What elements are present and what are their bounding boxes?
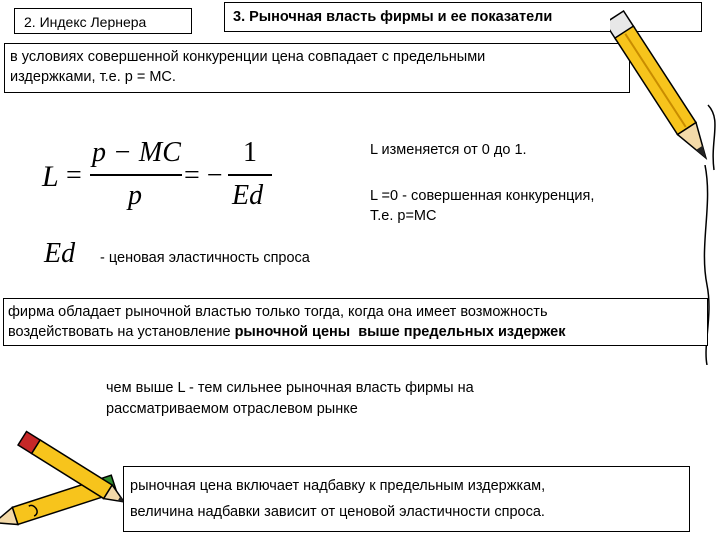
ed-description: - ценовая эластичность спроса bbox=[100, 250, 310, 266]
formula-numerator-1: p − MC bbox=[92, 137, 181, 168]
formula-equals-2: = − bbox=[184, 160, 223, 191]
zero-note-line-2: Т.е. p=MC bbox=[370, 208, 437, 224]
zero-note-line-1: L =0 - совершенная конкуренция, bbox=[370, 188, 595, 204]
market-power-line-2 bbox=[8, 322, 703, 342]
formula-denominator-2: Ed bbox=[232, 180, 264, 211]
above-mc-emphasis: выше предельных издержек bbox=[358, 324, 566, 340]
intro-line-2: издержками, т.е. p = MC. bbox=[10, 69, 176, 85]
intro-line-1: в условиях совершенной конкуренции цена совпадает с предельными bbox=[10, 49, 486, 65]
market-price-emphasis: рыночной цены bbox=[234, 324, 351, 340]
markup-line-2: величина надбавки зависит от ценовой эластичности спроса. bbox=[130, 504, 545, 520]
formula-equals-1: = bbox=[66, 160, 82, 191]
range-note: L изменяется от 0 до 1. bbox=[370, 142, 527, 158]
ed-symbol: Ed bbox=[44, 238, 76, 269]
section-label: 2. Индекс Лернера bbox=[14, 8, 192, 34]
fraction-bar-2 bbox=[228, 174, 272, 176]
formula-denominator-1: p bbox=[128, 180, 142, 211]
market-power-box bbox=[3, 298, 708, 346]
markup-line-1: рыночная цена включает надбавку к предельным издержкам, bbox=[130, 478, 546, 494]
market-power-line-1: фирма обладает рыночной властью только тогда, когда она имеет возможность bbox=[8, 304, 548, 320]
fraction-bar-1 bbox=[90, 174, 182, 176]
market-power-line-2-start: воздействовать на установление bbox=[8, 324, 235, 340]
market-power-gap bbox=[350, 324, 358, 340]
crossed-pencils-icon bbox=[0, 430, 130, 540]
slide-title: 3. Рыночная власть фирмы и ее показатели bbox=[224, 2, 702, 32]
markup-box bbox=[123, 466, 690, 532]
pencil-icon bbox=[610, 10, 720, 180]
higher-l-line-2: рассматриваемом отраслевом рынке bbox=[106, 401, 358, 417]
formula-lhs: L bbox=[42, 160, 59, 193]
higher-l-line-1: чем выше L - тем сильнее рыночная власть фирмы на bbox=[106, 380, 474, 396]
intro-text-box bbox=[4, 43, 630, 93]
formula-numerator-2: 1 bbox=[243, 137, 257, 168]
